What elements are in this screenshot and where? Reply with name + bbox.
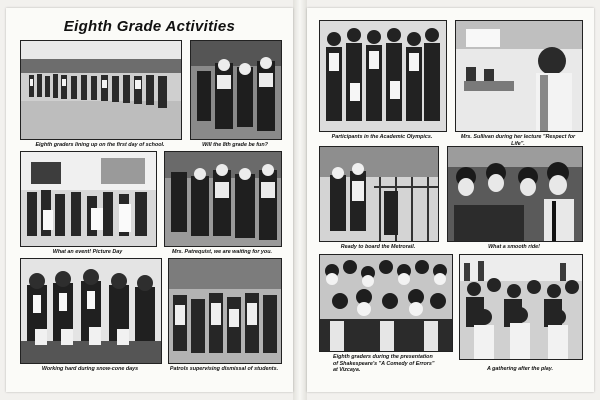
caption-academic-olympics: Participants in the Academic Olympics. [331,134,433,140]
photo-shakespeare [319,254,453,352]
photo-academic-olympics [319,20,447,132]
caption-play-gathering: A gathering after the play. [486,366,554,372]
photo-eighth-grade-fun [190,40,282,140]
photo-lecture [455,20,583,132]
caption-shakespeare: Eighth graders during the presentation of Shakespeare's "A Comedy of Errors" at Vizcaya. [333,354,435,374]
photo-play-gathering [459,254,583,360]
right-page [307,8,594,392]
caption-patrols: Patrols supervising dismissal of students. [169,366,279,372]
photo-picture-day [20,151,157,247]
photo-snow-cone [20,258,162,364]
caption-waiting: Mrs. Patrequist, we are waiting for you. [171,249,273,255]
caption-picture-day: What an event! Picture Day [52,249,123,255]
caption-eighth-grade-fun: Will the 8th grade be fun? [202,142,268,148]
caption-first-day: Eighth graders lining up on the first day of school. [35,142,165,148]
caption-smooth-ride: What a smooth ride! [488,244,540,250]
caption-lecture: Mrs. Sullivan during her lecture "Respect for Life". [460,134,576,147]
left-page [6,8,293,392]
caption-snow-cone: Working hard during snow-cone days [41,366,139,372]
caption-metrorail: Ready to board the Metrorail. [340,244,416,250]
page-title: Eighth Grade Activities [63,18,236,35]
book-gutter [293,0,307,400]
photo-lining-up [20,40,182,140]
photo-waiting [164,151,282,247]
photo-metrorail [319,146,439,242]
photo-patrols [168,258,282,364]
photo-smooth-ride [447,146,583,242]
